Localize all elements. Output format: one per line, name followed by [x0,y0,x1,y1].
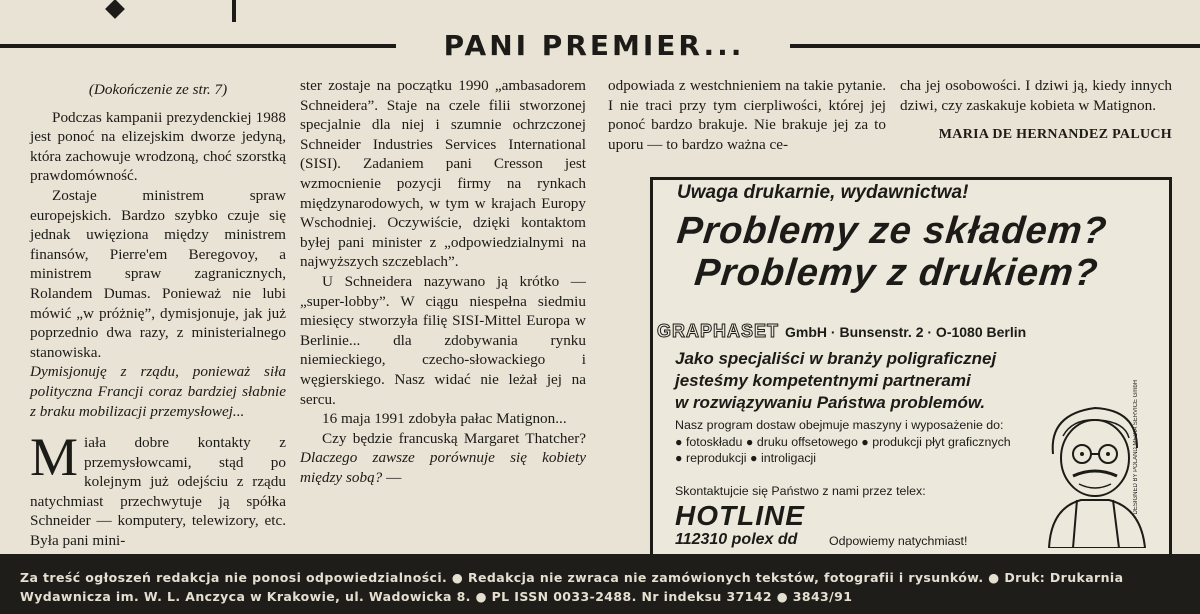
article-column-2 [300,76,586,487]
question-text: Czy będzie francuską Margaret Thatcher? [322,429,586,447]
ad-design-credit: DESIGNED BY POLAND MEDIA SERVICE GmbH [1133,380,1139,515]
ad-company-row [657,321,1026,342]
drop-cap: M [30,427,79,488]
vertical-bar-ornament [232,0,236,22]
ad-telex-number: 112310 polex dd [675,531,798,548]
offer-item: ● fotoskładu [675,435,742,449]
offer-line-1 [675,434,1011,451]
paragraph: Podczas kampanii prezydenckiej 1988 jest ponoć na elizejskim dworze jedyną, która zachowuje wrodzoną, choć szorstką prawdomówność. [30,108,286,185]
company-logo: GRAPHASET [657,321,780,341]
imprint-footer [0,554,1200,614]
article-column-3 [608,76,886,154]
diamond-ornament [105,0,125,19]
paragraph-text: iała dobre kontakty z przemysłowcami, stąd po kolejnym już odejściu z rządu natychmiast przechwytuje ją spółka Schneider — komputery, telewizory, etc. Była pani mini- [30,434,286,550]
ad-contact-line: Skontaktujcie się Państwo z nami przez telex: [675,484,926,498]
paragraph: 16 maja 1991 zdobyła pałac Matignon... [322,410,567,428]
paragraph: ster zostaje na początku 1990 „ambasadorem Schneidera”. Staje na czele filii stworzonej specjalnie dla niej i szumnie ochrzczonej Schneider Industries Services International (SISI). Zadaniem pani Cresson jest wzmocnienie pozycji firmy na rynkach międzynarodowych, w tym w krajach Europy Wschodniej. Oczywiście, dzięki kontaktom byłej pani minister z „odpowiedzialnymi na najwyższych szczeblach”. [300,77,586,271]
top-decorations [0,0,1200,26]
ad-offer-list [675,417,1011,467]
headline-rule-left [0,44,396,48]
ad-claim-line-3: w rozwiązywaniu Państwa problemów. [675,393,986,412]
advertisement-box [650,177,1172,557]
article-headline: PANI PREMIER... [443,29,745,62]
company-address: GmbH · Bunsenstr. 2 · O-1080 Berlin [785,324,1027,340]
quote-italic: Dymisjonuję z rządu, ponieważ siła polityczna Francji coraz bardziej słabnie z braku mobilizacji przemysłowej... [30,363,286,420]
author-byline: MARIA DE HERNANDEZ PALUCH [938,127,1172,143]
ad-claim-line-2: jesteśmy kompetentnymi partnerami [675,371,971,390]
paragraph [300,429,586,488]
ad-reply-note: Odpowiemy natychmiast! [829,534,968,548]
headline-rule-right [790,44,1200,48]
offer-item: ● produkcji płyt graficznych [861,435,1010,449]
offer-item: ● introligacji [750,451,816,465]
article-column-1 [30,80,286,551]
paragraph: cha jej osobowości. I dziwi ją, kiedy innych dziwi, czy zaskakuje kobieta w Matignon. [900,77,1172,114]
imprint-text: Za treść ogłoszeń redakcja nie ponosi odpowiedzialności. ● Redakcja nie zwraca nie zamówionych tekstów, fotografii i rysunków. ● Druk: Drukarnia Wydawnicza im. W. L. Anczyca w Krakowie, ul. Wadowicka 8. ● PL ISSN 0033-2488. Nr indeksu 37142 ● 3843/91 [20,570,1124,604]
ad-headline-line-2: Problemy z drukiem? [692,252,1101,294]
paragraph: Zostaje ministrem spraw europejskich. Bardzo szybko czuje się jednak uwięziona między ministrem finansów, Pierre'em Beregovoy, a ministrem spraw zagranicznych, Rolandem Dumas. Ponieważ nie lubi mówić „w próżnię”, dymisjonuje, jak już poprzednio dwa razy, z ministerialnego stanowiska. [30,186,286,361]
ad-hotline: HOTLINE [675,500,805,531]
paragraph-with-dropcap [30,427,286,551]
ad-claim [675,348,996,414]
ad-headline [671,210,1110,294]
paragraph: odpowiada z westchnieniem na takie pytanie. I nie traci przy tym cierpliwości, której jej ponoć bardzo brakuje. Nie brakuje jej za to uporu — to bardzo ważna ce- [608,77,886,153]
ad-attention-line: Uwaga drukarnie, wydawnictwa! [677,182,969,203]
headline-band [0,30,1200,62]
article-column-4 [900,76,1172,145]
offer-item: ● druku offsetowego [746,435,858,449]
printer-man-illustration [1033,396,1163,548]
quote-italic: Dlaczego zawsze porównuje się kobiety między sobą? [300,449,586,486]
dash: — [382,468,402,486]
continuation-note: (Dokończenie ze str. 7) [88,81,228,98]
ad-headline-line-1: Problemy ze składem? [675,210,1110,252]
offer-intro: Nasz program dostaw obejmuje maszyny i wyposażenie do: [675,418,1004,432]
offer-line-2 [675,450,1011,467]
paragraph: U Schneidera nazywano ją krótko — „super-lobby”. W ciągu niespełna siedmiu miesięcy stworzyła filię SISI-Mittel Europa w Berlinie... dla zdobywania rynku niemieckiego, czecho-słowackiego i węgierskiego. Nasz widać nie leżał jej na sercu. [300,272,586,408]
ad-claim-line-1: Jako specjaliści w branży poligraficznej [675,349,997,368]
offer-item: ● reprodukcji [675,451,747,465]
